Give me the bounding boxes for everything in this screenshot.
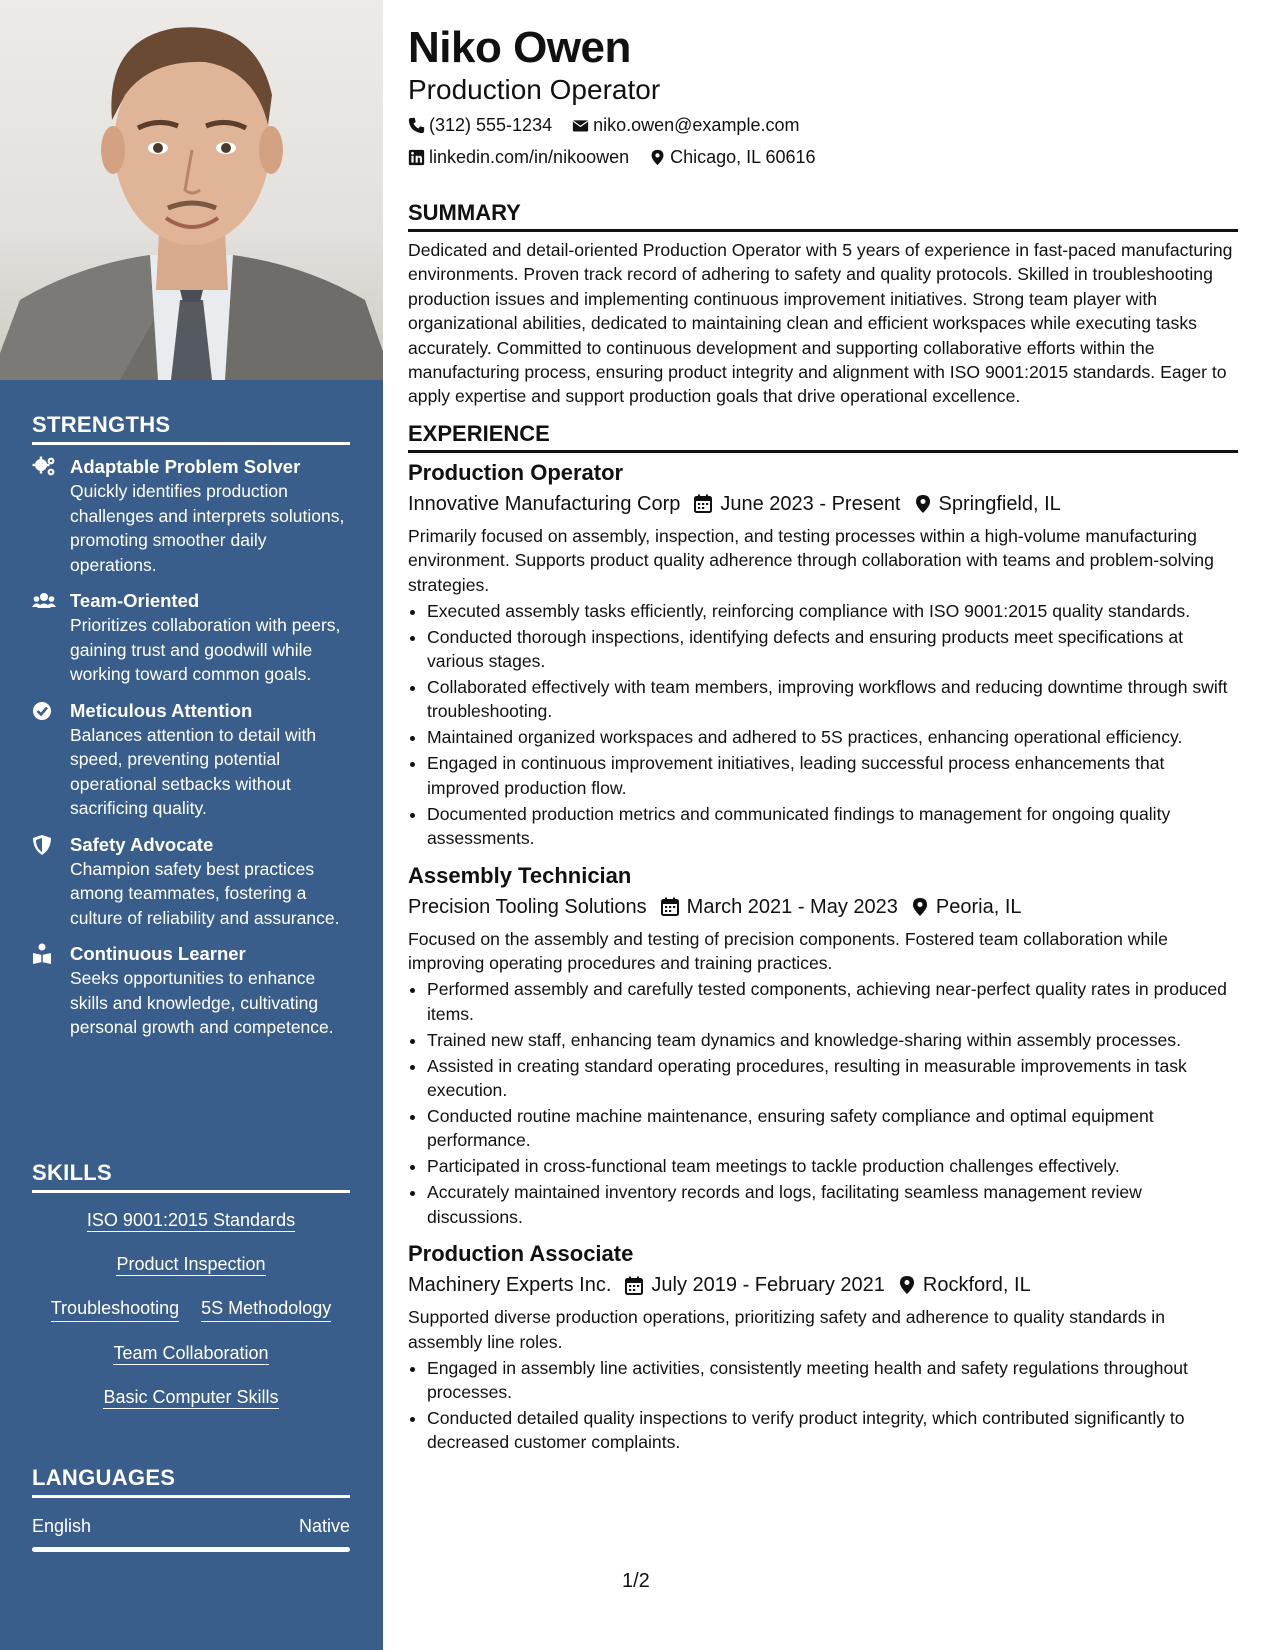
job-bullet: • Conducted thorough inspections, identifying defects and ensuring products meet specifications at various stages. xyxy=(427,625,1238,674)
skill-tag: Basic Computer Skills xyxy=(103,1387,279,1407)
language-row xyxy=(32,1516,350,1537)
job-bullet: • Accurately maintained inventory records and logs, facilitating seamless management review discussions. xyxy=(427,1180,1238,1229)
email-text: niko.owen@example.com xyxy=(593,115,800,135)
job-company: Machinery Experts Inc. xyxy=(408,1274,612,1297)
strength-item xyxy=(32,455,350,577)
job-bullets xyxy=(408,977,1238,1229)
skills-section xyxy=(32,1160,350,1410)
job-bullet: • Performed assembly and carefully tested components, achieving near-perfect quality rates in produced items. xyxy=(427,977,1238,1026)
job-company: Precision Tooling Solutions xyxy=(408,895,647,918)
job-summary: Primarily focused on assembly, inspection, and testing processes within a high-volume manufacturing environment. Supports product quality adherence through collaboration with teams and problem-solving strategies. xyxy=(408,525,1214,595)
job-bullet: • Engaged in assembly line activities, consistently meeting health and safety regulations throughout processes. xyxy=(427,1356,1238,1405)
skill-row xyxy=(32,1252,350,1277)
map-pin-icon xyxy=(912,897,928,917)
location-contact xyxy=(649,144,815,170)
skill-row xyxy=(32,1208,350,1233)
phone-icon xyxy=(408,117,425,134)
map-pin-icon xyxy=(649,149,666,166)
summary-heading: SUMMARY xyxy=(408,200,1238,232)
map-pin-icon xyxy=(899,1275,915,1295)
strength-desc: Champion safety best practices among teammates, fostering a culture of reliability and assurance. xyxy=(70,858,340,928)
strength-item xyxy=(32,699,350,821)
location-text: Chicago, IL 60616 xyxy=(670,147,816,167)
job-bullet: • Engaged in continuous improvement initiatives, leading successful process enhancements that improved production flow. xyxy=(427,751,1238,800)
job-bullet: • Conducted detailed quality inspections to verify product integrity, which contributed significantly to decreased customer complaints. xyxy=(427,1406,1238,1455)
calendar-icon xyxy=(625,1276,643,1295)
language-level: Native xyxy=(298,1516,350,1536)
strength-title: Adaptable Problem Solver xyxy=(70,456,301,477)
strength-desc: Prioritizes collaboration with peers, gaining trust and goodwill while working toward common goals. xyxy=(70,615,341,684)
job-bullet: • Executed assembly tasks efficiently, reinforcing compliance with ISO 9001:2015 quality standards. xyxy=(427,599,1238,623)
summary-text: Dedicated and detail-oriented Production Operator with 5 years of experience in fast-paced manufacturing environments. Proven track record of adhering to safety and quality protocols. Skilled in troubleshooting production issues and implementing continuous improvement initiatives. Strong team player with organizational abilities, dedicated to maintaining clean and efficient workspaces while executing tasks accurately. Committed to continuous development and supporting collaborative efforts within the manufacturing process, ensuring product integrity and alignment with ISO 9001:2015 standards. Eager to apply expertise and support production goals that drive operational excellence. xyxy=(408,240,1233,407)
job-bullet: • Assisted in creating standard operating procedures, resulting in measurable improvements in task execution. xyxy=(427,1054,1238,1103)
language-name: English xyxy=(32,1516,92,1536)
linkedin-contact[interactable] xyxy=(408,144,629,170)
languages-heading: LANGUAGES xyxy=(32,1465,350,1498)
job-location: Peoria, IL xyxy=(935,895,1022,918)
phone-text: (312) 555-1234 xyxy=(429,115,553,135)
skill-tag: Product Inspection xyxy=(116,1254,266,1274)
job-bullet: • Collaborated effectively with team members, improving workflows and reducing downtime through swift troubleshooting. xyxy=(427,675,1238,724)
users-icon xyxy=(32,590,56,612)
job-location: Springfield, IL xyxy=(938,492,1061,515)
job-bullet: • Participated in cross-functional team meetings to tackle production challenges effectively. xyxy=(427,1154,1238,1178)
contact-row xyxy=(408,144,1238,170)
job-bullet: • Conducted routine machine maintenance, ensuring safety compliance and optimal equipment performance. xyxy=(427,1104,1238,1153)
skill-tag: 5S Methodology xyxy=(201,1296,331,1322)
skill-tag: Team Collaboration xyxy=(113,1343,269,1363)
skills-list xyxy=(32,1208,350,1410)
strength-title: Continuous Learner xyxy=(70,943,246,964)
strength-title: Safety Advocate xyxy=(70,833,214,855)
skills-heading: SKILLS xyxy=(32,1160,350,1193)
strength-item xyxy=(32,833,350,931)
job-entry xyxy=(408,1239,1238,1455)
check-circle-icon xyxy=(32,700,56,722)
job-dates: July 2019 - February 2021 xyxy=(651,1274,885,1297)
job-company: Innovative Manufacturing Corp xyxy=(408,492,681,515)
shield-icon xyxy=(32,834,56,856)
email-contact[interactable] xyxy=(572,112,799,138)
map-pin-icon xyxy=(915,494,931,514)
job-bullet: • Maintained organized workspaces and adhered to 5S practices, enhancing operational efficiency. xyxy=(427,725,1238,749)
gears-icon xyxy=(32,456,56,478)
job-dates: March 2021 - May 2023 xyxy=(686,895,898,918)
job-meta xyxy=(408,490,1238,518)
envelope-icon xyxy=(572,117,589,134)
linkedin-icon xyxy=(408,149,425,166)
language-proficiency-bar xyxy=(32,1547,350,1552)
job-entry xyxy=(408,458,1238,851)
job-bullets xyxy=(408,599,1238,851)
job-dates: June 2023 - Present xyxy=(720,492,901,515)
strength-item xyxy=(32,942,350,1040)
book-reader-icon xyxy=(32,943,56,965)
skill-row xyxy=(32,1385,350,1410)
job-bullets xyxy=(408,1356,1238,1455)
skill-tag: Troubleshooting xyxy=(51,1296,179,1322)
strength-item xyxy=(32,589,350,687)
job-bullet: • Trained new staff, enhancing team dynamics and knowledge-sharing within assembly processes. xyxy=(427,1028,1238,1052)
job-summary: Focused on the assembly and testing of precision components. Fostered team collaboration while improving operating procedures and training practices. xyxy=(408,928,1168,974)
phone-contact[interactable] xyxy=(408,112,552,138)
job-summary: Supported diverse production operations, prioritizing safety and adherence to quality standards in assembly line roles. xyxy=(408,1307,1165,1352)
strengths-section xyxy=(32,412,350,1040)
strength-desc: Quickly identifies production challenges and interprets solutions, promoting smoother daily operations. xyxy=(70,481,345,575)
strengths-heading: STRENGTHS xyxy=(32,412,350,445)
job-role: Production Associate xyxy=(408,1241,634,1267)
languages-section xyxy=(32,1465,350,1552)
job-role: Assembly Technician xyxy=(408,862,632,888)
experience-heading: EXPERIENCE xyxy=(408,421,1238,453)
calendar-icon xyxy=(661,897,679,916)
contact-row xyxy=(408,112,1238,138)
job-role: Production Operator xyxy=(408,459,624,485)
job-meta xyxy=(408,1271,1238,1299)
strength-desc: Seeks opportunities to enhance skills and knowledge, cultivating personal growth and competence. xyxy=(70,968,334,1037)
linkedin-text: linkedin.com/in/nikoowen xyxy=(429,147,630,167)
skill-row xyxy=(32,1341,350,1366)
profile-photo xyxy=(0,0,383,380)
candidate-title: Production Operator xyxy=(408,74,661,105)
portrait-illustration xyxy=(0,0,383,380)
job-bullet: • Documented production metrics and communicated findings to management for ongoing quality assessments. xyxy=(427,802,1238,851)
strength-desc: Balances attention to detail with speed, preventing potential operational setbacks without sacrificing quality. xyxy=(70,724,317,818)
skill-tag: ISO 9001:2015 Standards xyxy=(86,1210,296,1230)
main-content xyxy=(408,20,1238,1455)
job-entry xyxy=(408,861,1238,1229)
candidate-name: Niko Owen xyxy=(408,23,631,72)
job-meta xyxy=(408,893,1238,921)
strength-title: Meticulous Attention xyxy=(70,699,253,721)
strength-title: Team-Oriented xyxy=(70,590,200,611)
job-location: Rockford, IL xyxy=(922,1274,1031,1297)
sidebar xyxy=(0,0,383,1650)
page-number: 1/2 xyxy=(622,1570,650,1592)
calendar-icon xyxy=(694,494,712,513)
